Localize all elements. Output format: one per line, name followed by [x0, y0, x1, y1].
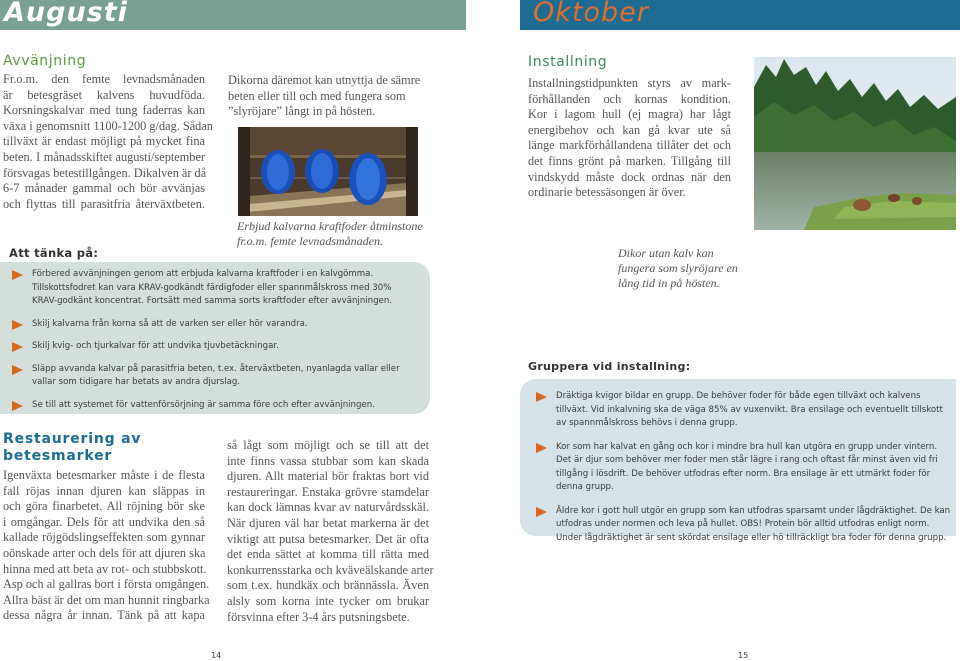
avvanjning-col2-line: ”slyröjare” långt in på hösten. — [228, 104, 376, 119]
restaurering-col2-line: så lågt som möjligt och se till att det — [227, 438, 429, 452]
avvanjning-col2-line: Dikorna däremot kan utnyttja de sämre — [228, 73, 421, 87]
avvanjning-line: 6-7 månader gammal och bör avvänjas — [3, 181, 205, 196]
att-tanka-list — [12, 268, 417, 421]
restaurering-line: i omgångar. Dels för att undvika den så — [3, 514, 205, 529]
list-item: Kor som har kalvat en gång och kor i mindre bra hull kan utgöra en grupp under vintern. Det är djur som behöver mer foder men står lägre i rang och oftast får minst även vid fri tillgång i lösdrift. De behöver utfodras efter norm. Bra ensilage är ett utmärkt foder för denna grupp. — [536, 441, 951, 495]
restaurering-col2-line: som t.ex. hundkäx och brännässla. Även — [227, 578, 429, 593]
caption-line: fungera som slyröjare en — [618, 261, 738, 275]
restaurering-line: Asp och al gallras bort i första omgången. — [3, 577, 210, 592]
restaurering-line: dessa några år innan. Tänk på att kapa — [3, 608, 205, 623]
installning-heading: Installning — [528, 54, 608, 70]
gruppera-heading: Gruppera vid installning: — [528, 360, 691, 373]
list-item: Förbered avvänjningen genom att erbjuda kalvarna kraftfoder i en kalvgömma. Tillskottsfodret kan vara KRAV-godkändt färdigfoder eller spannmålskross med 30% KRAV-godkänt koncentrat. Fortsätt med samma sorts kraftfoder efter avvänjningen. — [12, 268, 417, 309]
pasture-photo — [754, 57, 956, 230]
avvanjning-heading: Avvänjning — [3, 53, 87, 69]
caption-line: Dikor utan kalv kan — [618, 246, 714, 260]
restaurering-col2-line: försvinna efter 3-4 års putsningsbete. — [227, 609, 410, 624]
barrels-photo-art — [238, 127, 418, 216]
installning-line: förhållanden och kornas kondition. — [528, 91, 731, 106]
list-item: Släpp avvanda kalvar på parasitfria beten, t.ex. återväxtbeten, nyanlagda vallar eller vallar som tidigare har betats av andra djurslag. — [12, 363, 417, 390]
arrow-bullet-icon — [12, 342, 23, 352]
avvanjning-text — [3, 72, 213, 212]
avvanjning-col2-line: beten eller till och med fungera som — [228, 88, 406, 103]
pasture-photo-art — [754, 57, 956, 230]
restaurering-line: Allra bäst är det om man hunnit ringbarka — [3, 592, 210, 607]
list-item: Se till att systemet för vattenförsörjning är samma före och efter avvänjningen. — [12, 399, 417, 413]
installning-line: vindskydd måste dock ordnas när den — [528, 169, 731, 184]
installning-line: Installningstidpunkten styrs av mark- — [528, 76, 731, 90]
arrow-bullet-icon — [536, 443, 547, 453]
installning-line: Kor i lagom hull (ej magra) har lågt — [528, 107, 731, 122]
installning-line: länge markförhållandena tillåter det och — [528, 138, 731, 153]
restaurering-line: och göra finarbetet. All röjning bör ske — [3, 499, 205, 514]
avvanjning-line: försvagas betestillgången. Dikalven är då — [3, 165, 207, 180]
restaurering-line: oönskade arter och dels för att djuren ska — [3, 545, 206, 560]
restaurering-text — [3, 468, 210, 624]
restaurering-col2-line: När djuren väl har betat markerna är det — [227, 515, 429, 530]
restaurering-heading: Restaurering av betesmarker — [3, 431, 142, 464]
caption-line: fr.o.m. femte levnadsmånaden. — [237, 234, 383, 248]
arrow-bullet-icon — [536, 392, 547, 402]
pasture-photo-caption — [618, 246, 758, 291]
list-item: Äldre kor i gott hull utgör en grupp som kan utfodras sparsamt under lågdräktighet. De kan utfodras under normen och leva på hullet. OBS! Protein bör alltid utfodras enligt norm. Under lågdräktighet är sent skördat ensilage eller hö tillräckligt bra foder för denna grupp. — [536, 505, 951, 546]
barrels-photo-caption — [237, 219, 437, 249]
installning-line: det finns grönt på marken. Tillgång till — [528, 153, 731, 168]
installning-line: ordinarie betessäsongen är över. — [528, 185, 686, 200]
page-number-left: 14 — [211, 651, 222, 660]
restaurering-col2-line: inte finns vassa stubbar som kan skada — [227, 453, 429, 468]
list-item: Skilj kalvarna från korna så att de varken ser eller hör varandra. — [12, 318, 417, 332]
avvanjning-line: tillväxt är endast möjligt på mycket fina — [3, 134, 205, 149]
restaurering-col2-line: restaureringar. Enstaka grövre stamdelar — [227, 484, 429, 499]
restaurering-line: kallade röjgödslingseffekten som gynnar — [3, 530, 205, 545]
barrels-photo — [238, 127, 418, 216]
avvanjning-line: växa i genomsnitt 1100-1200 g/dag. Sådan — [3, 118, 213, 133]
avvanjning-col2-text — [228, 73, 428, 120]
restaurering-col2-line: kan dock lämnas kvar av naturvårdsskäl. — [227, 500, 429, 515]
restaurering-col2-line: det enda sättet at komma till rätta med — [227, 547, 429, 562]
installning-line: energibehov och kan gå kvar ute så — [528, 122, 731, 137]
right-month-title: Oktober — [533, 0, 649, 28]
avvanjning-line: beten. I månadsskiftet augusti/september — [3, 149, 205, 164]
arrow-bullet-icon — [12, 401, 23, 411]
restaurering-line: Igenväxta betesmarker måste i de flesta — [3, 468, 205, 482]
restaurering-col2-line: konkurrensstarka och kväveälskande arter — [227, 562, 434, 577]
att-tanka-heading: Att tänka på: — [9, 246, 99, 260]
caption-line: Erbjud kalvarna kraftfoder åtminstone — [237, 219, 423, 233]
restaurering-col2-text — [227, 438, 434, 625]
restaurering-col2-line: djuren. Allt material bör fraktas bort vid — [227, 469, 429, 484]
avvanjning-line: Korsningskalvar med tung faderras kan — [3, 103, 205, 118]
restaurering-col2-line: alsly som korna inte tycker om brukar — [227, 593, 429, 608]
installning-text — [528, 76, 731, 201]
gruppera-list — [536, 390, 951, 554]
list-item: Skilj kvig- och tjurkalvar för att undvika tjuvbetäckningar. — [12, 340, 417, 354]
avvanjning-line: Fr.o.m. den femte levnadsmånaden — [3, 72, 205, 86]
arrow-bullet-icon — [12, 270, 23, 280]
arrow-bullet-icon — [536, 507, 547, 517]
avvanjning-line: och flyttas till parasitfria återväxtbeten. — [3, 196, 205, 211]
arrow-bullet-icon — [12, 365, 23, 375]
avvanjning-line: är betesgräset kalvens huvudföda. — [3, 87, 205, 102]
restaurering-col2-line: viktigt att putsa betesmarker. Det är ofta — [227, 531, 429, 546]
restaurering-line: hinna med att beta av rot- och stubbskott. — [3, 561, 207, 576]
list-item: Dräktiga kvigor bildar en grupp. De behöver foder för både egen tillväxt och kalvens tillväxt. Vid inkalvning ska de väga 85% av vuxenvikt. Bra ensilage och eventuellt tillskott av spannmålskross behövs i denna grupp. — [536, 390, 951, 431]
left-month-title: Augusti — [4, 0, 128, 28]
caption-line: lång tid in på hösten. — [618, 276, 720, 290]
restaurering-line: fall röjas innan djuren kan släppas in — [3, 483, 205, 498]
page-number-right: 15 — [738, 651, 749, 660]
arrow-bullet-icon — [12, 320, 23, 330]
